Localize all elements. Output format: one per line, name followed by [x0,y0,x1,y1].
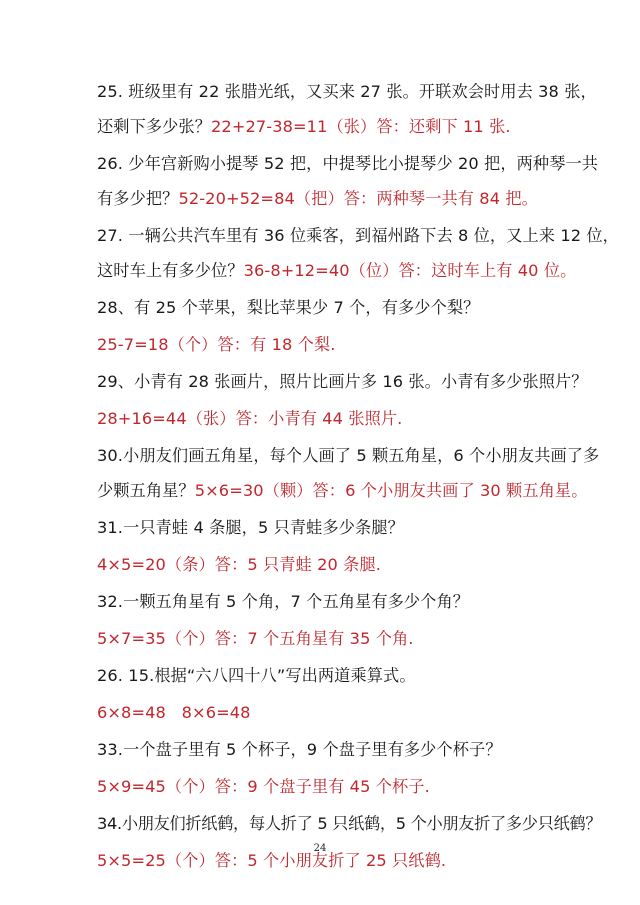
problem-25-question-end: 还剩下多少张？ [97,117,212,136]
problem-33-question: 33.一个盘子里有 5 个杯子，9 个盘子里有多少个杯子？ [97,740,502,759]
problem-26-question-end: 有多少把？ [97,189,179,208]
problem-27-line-1: 27. 一辆公共汽车里有 36 位乘客，到福州路下去 8 位，又上来 12 位， [97,226,619,245]
problem-27-line-2 [97,261,577,281]
problem-30-question-end: 少颗五角星？ [97,481,195,500]
problem-30-answer: 5×6=30（颗）答：6 个小朋友共画了 30 颗五角星。 [194,481,588,500]
problem-28-question: 28、有 25 个苹果，梨比苹果少 7 个，有多少个梨？ [97,298,480,317]
problem-32-answer: 5×7=35（个）答：7 个五角星有 35 个角. [97,629,414,648]
problem-33-answer: 5×9=45（个）答：9 个盘子里有 45 个杯子. [97,777,430,796]
problem-26-line-2 [97,189,557,209]
problem-26-answer: 52-20+52=84（把）答：两种琴一共有 84 把。 [178,189,538,208]
problem-30-line-2 [97,481,588,501]
problem-34-question: 34.小朋友们折纸鹤，每人折了 5 只纸鹤，5 个小朋友折了多少只纸鹤？ [97,814,602,833]
problem-31-question: 31.一只青蛙 4 条腿，5 只青蛙多少条腿？ [97,518,404,537]
problem-list [97,82,619,871]
problem-26-line-1: 26. 少年宫新购小提琴 52 把，中提琴比小提琴少 20 把，两种琴一共 [97,154,599,173]
problem-26b-answer: 6×8=48 8×6=48 [97,703,251,722]
problem-25-answer: 22+27-38=11（张）答：还剩下 11 张. [211,117,511,136]
problem-30-line-1: 30.小朋友们画五角星，每个人画了 5 颗五角星，6 个小朋友共画了多 [97,446,600,465]
page-number: 24 [313,843,327,854]
problem-27-question-end: 这时车上有多少位？ [97,261,244,280]
problem-29-answer: 28+16=44（张）答：小青有 44 张照片. [97,409,403,428]
problem-26b-question: 26. 15.根据“六八四十八”写出两道乘算式。 [97,666,416,685]
problem-31-answer: 4×5=20（条）答：5 只青蛙 20 条腿. [97,555,381,574]
problem-32-question: 32.一颗五角星有 5 个角，7 个五角星有多少个角？ [97,592,470,611]
problem-25-line-2 [97,117,557,137]
problem-34-answer: 5×5=25（个）答：5 个小朋友折了 25 只纸鹤. [97,851,447,870]
problem-28-answer: 25-7=18（个）答：有 18 个梨. [97,335,336,354]
problem-27-answer: 36-8+12=40（位）答：这时车上有 40 位。 [243,261,577,280]
problem-29-question: 29、小青有 28 张画片，照片比画片多 16 张。小青有多少张照片？ [97,372,588,391]
problem-25-line-1: 25. 班级里有 22 张腊光纸，又买来 27 张。开联欢会时用去 38 张， [97,82,597,101]
